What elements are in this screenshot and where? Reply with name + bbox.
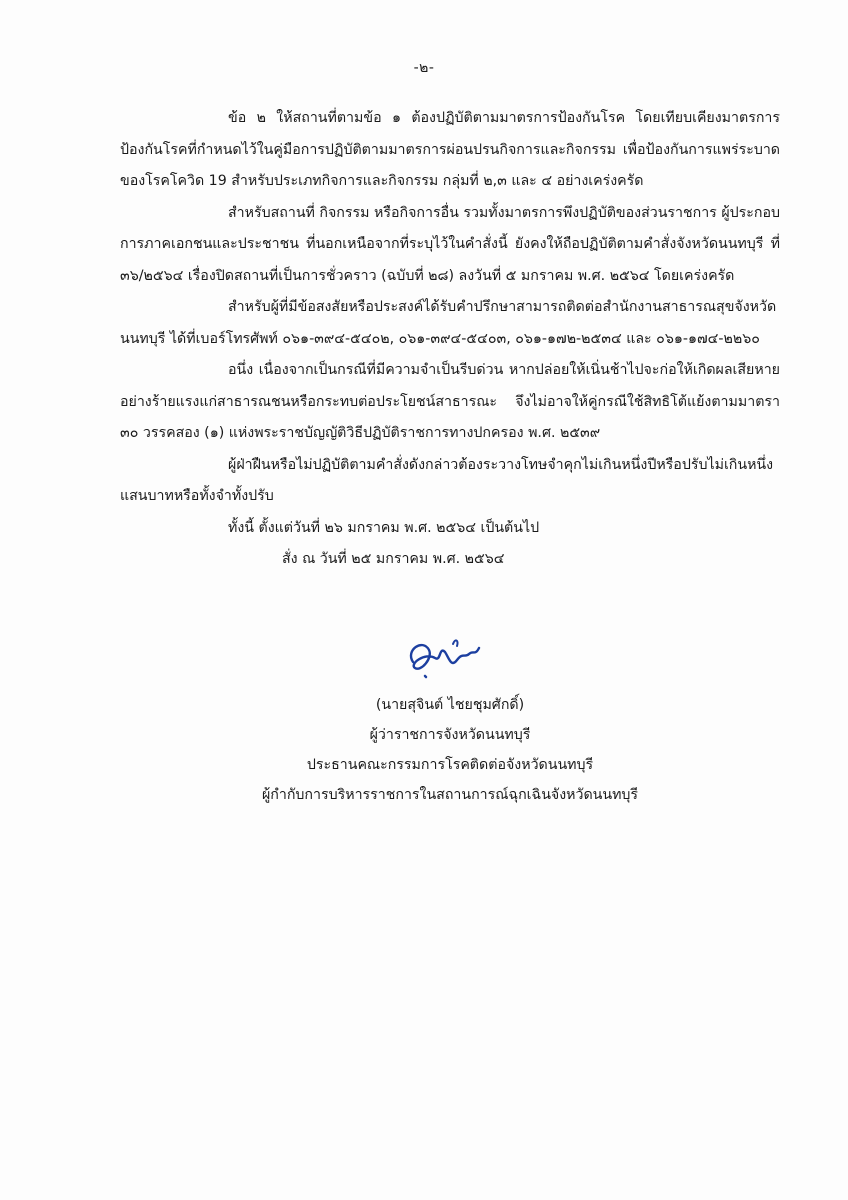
signatory-block [250,690,650,810]
signatory-title-emergency: ผู้กำกับการบริหารราชการในสถานการณ์ฉุกเฉินจังหวัดนนทบุรี [261,787,639,803]
signatory-name: (นายสุจินต์ ไชยชุมศักดิ์) [375,697,525,713]
signatory-title-governor: ผู้ว่าราชการจังหวัดนนทบุรี [369,727,531,743]
signature-accent [453,640,458,646]
paragraph-penalty: ผู้ฝ่าฝืนหรือไม่ปฏิบัติตามคำสั่งดังกล่าวต้องระวางโทษจำคุกไม่เกินหนึ่งปีหรือปรับไม่เกินหนึ่งแสนบาทหรือทั้งจำทั้งปรับ [120,456,774,504]
paragraph-urgency: อนึ่ง เนื่องจากเป็นกรณีที่มีความจำเป็นรีบด่วน หากปล่อยให้เนิ่นช้าไปจะก่อให้เกิดผลเสียหายอย่างร้ายแรงแก่สาธารณชนหรือกระทบต่อประโยชน์สาธารณะ จึงไม่อาจให้คู่กรณีใช้สิทธิโต้แย้งตามมาตรา ๓๐ วรรคสอง (๑) แห่งพระราชบัญญัติวิธีปฏิบัติราชการทางปกครอง พ.ศ. ๒๕๓๙ [120,362,780,441]
effective-date: ทั้งนี้ ตั้งแต่วันที่ ๒๖ มกราคม พ.ศ. ๒๕๖๔ เป็นต้นไป [228,519,540,536]
handwritten-signature [395,632,491,682]
order-date: สั่ง ณ วันที่ ๒๕ มกราคม พ.ศ. ๒๕๖๔ [282,551,505,567]
signature-dot [425,676,426,677]
signatory-title-committee: ประธานคณะกรรมการโรคติดต่อจังหวัดนนทบุรี [306,757,594,773]
signature-stroke [411,645,479,669]
document-body [120,103,780,576]
paragraph-other-places: สำหรับสถานที่ กิจกรรม หรือกิจการอื่น รวมทั้งมาตรการพึงปฏิบัติของส่วนราชการ ผู้ประกอบการภาคเอกชนและประชาชน ที่นอกเหนือจากที่ระบุไว้ในคำสั่งนี้ ยังคงให้ถือปฏิบัติตามคำสั่งจังหวัดนนทบุรี ที่ ๓๖/๒๕๖๔ เรื่องปิดสถานที่เป็นการชั่วคราว (ฉบับที่ ๒๘) ลงวันที่ ๕ มกราคม พ.ศ. ๒๕๖๔ โดยเคร่งครัด [120,204,780,284]
paragraph-contact: สำหรับผู้ที่มีข้อสงสัยหรือประสงค์ได้รับคำปรึกษาสามารถติดต่อสำนักงานสาธารณสุขจังหวัดนนทบุรี ได้ที่เบอร์โทรศัพท์ ๐๖๑-๓๙๔-๕๔๐๒, ๐๖๑-๓๙๔-๕๔๐๓, ๐๖๑-๑๗๒-๒๕๓๔ และ ๐๖๑-๑๗๔-๒๒๖๐ [120,299,777,347]
page-number: -๒- [413,60,435,76]
paragraph-article-2: ข้อ ๒ ให้สถานที่ตามข้อ ๑ ต้องปฏิบัติตามมาตรการป้องกันโรค โดยเทียบเคียงมาตรการป้องกันโรคที่กำหนดไว้ในคู่มือการปฏิบัติตามมาตรการผ่อนปรนกิจการและกิจกรรม เพื่อป้องกันการแพร่ระบาดของโรคโควิด 19 สำหรับประเภทกิจการและกิจกรรม กลุ่มที่ ๒,๓ และ ๔ อย่างเคร่งครัด [120,110,780,189]
